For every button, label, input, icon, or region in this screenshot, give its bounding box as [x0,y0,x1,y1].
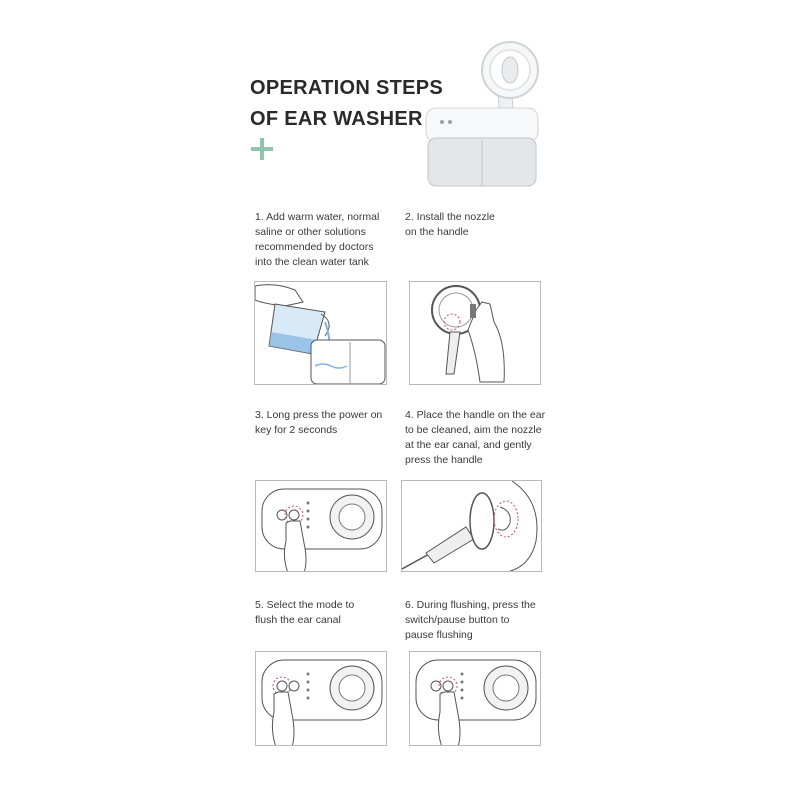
title-line-2: OF EAR WASHER [250,108,423,130]
step-5-text: 5. Select the mode to flush the ear canal [255,599,355,626]
ear-washer-product-image [420,38,540,190]
step-3-text: 3. Long press the power on key for 2 seconds [255,409,383,436]
title-line-1: OPERATION STEPS [250,77,444,99]
step-4-illustration [401,480,542,572]
step-6-text: 6. During flushing, press the switch/pause button to pause flushing [405,599,536,641]
plus-icon [251,138,273,160]
step-5-illustration [255,651,387,746]
step-4-text: 4. Place the handle on the ear to be cleaned, aim the nozzle at the ear canal, and gently press the handle [405,409,546,466]
step-3-illustration [255,480,387,572]
step-6-illustration [409,651,541,746]
step-1-illustration [254,281,387,385]
step-2-illustration [409,281,541,385]
page-title [250,73,443,135]
step-1-text: 1. Add warm water, normal saline or other solutions recommended by doctors into the clean water tank [255,211,380,268]
step-2-text: 2. Install the nozzle on the handle [405,211,495,238]
